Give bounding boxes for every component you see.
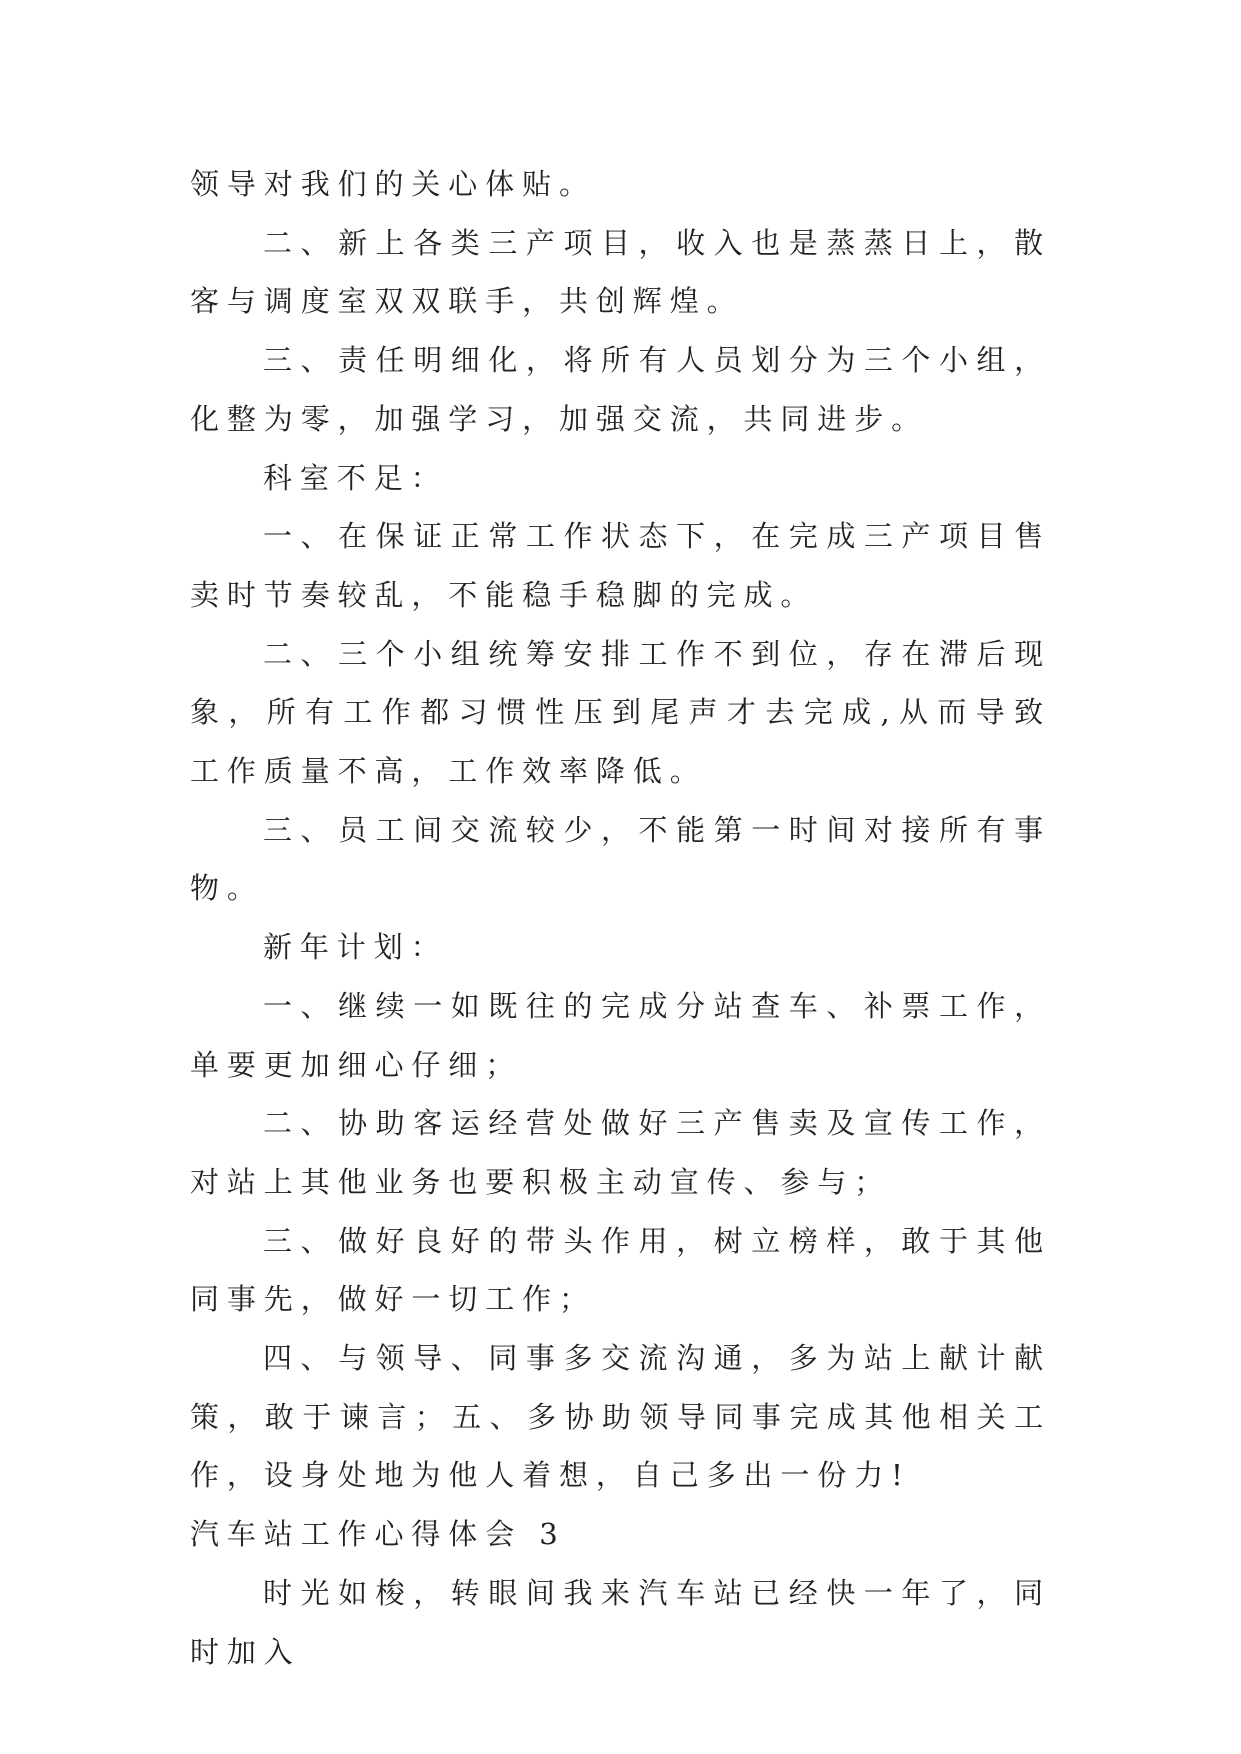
section-label-department-shortcomings: 科室不足：: [263, 460, 448, 495]
paragraph: 一、在保证正常工作状态下，在完成三产项目售卖时节奏较乱，不能稳手稳脚的完成。: [190, 519, 1051, 612]
section-heading: 汽车站工作心得体会 3: [190, 1517, 566, 1552]
paragraph: 二、协助客运经营处做好三产售卖及宣传工作，对站上其他业务也要积极主动宣传、参与；: [190, 1106, 1051, 1199]
document-page: [190, 155, 1051, 1681]
paragraph: 二、三个小组统筹安排工作不到位，存在滞后现象，所有工作都习惯性压到尾声才去完成,从而导致工作质量不高，工作效率降低。: [190, 636, 1051, 789]
paragraph: 时光如梭，转眼间我来汽车站已经快一年了，同时加入: [190, 1575, 1051, 1669]
paragraph: 三、责任明细化，将所有人员划分为三个小组，化整为零，加强学习，加强交流，共同进步。: [190, 343, 1051, 436]
paragraph: 一、继续一如既往的完成分站查车、补票工作，单要更加细心仔细；: [190, 988, 1051, 1082]
paragraph: 三、做好良好的带头作用，树立榜样，敢于其他同事先，做好一切工作；: [190, 1223, 1051, 1317]
paragraph: 四、与领导、同事多交流沟通，多为站上献计献策，敢于谏言；五、多协助领导同事完成其他相关工作，设身处地为他人着想，自己多出一份力!: [190, 1341, 1051, 1493]
paragraph: 三、员工间交流较少，不能第一时间对接所有事物。: [190, 812, 1051, 906]
paragraph: 二、新上各类三产项目，收入也是蒸蒸日上，散客与调度室双双联手，共创辉煌。: [190, 225, 1051, 319]
section-label-new-year-plan: 新年计划：: [263, 930, 448, 965]
paragraph: 领导对我们的关心体贴。: [190, 167, 596, 201]
